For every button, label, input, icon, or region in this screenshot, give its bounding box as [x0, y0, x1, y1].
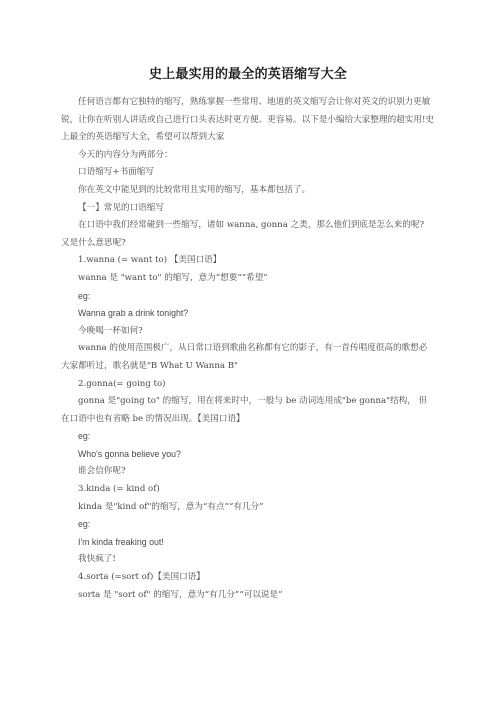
content-overview: 今天的内容分为两部分： [78, 149, 173, 160]
item-note-wanna: wanna 的使用范围极广，从日常口语到歌曲名称都有它的影子，有一首传唱度很高的歌想必大家都听过，歌名就是"B What U Wanna B" [61, 343, 428, 371]
document-title: 史上最实用的最全的英语缩写大全 [148, 67, 347, 82]
example-label: eg: [78, 431, 91, 442]
example-sentence-gonna: Who's gonna believe you? [78, 448, 181, 459]
example-sentence-kinda: I'm kinda freaking out! [78, 536, 164, 547]
item-heading-wanna: 1.wanna (= want to) 【美国口语】 [78, 255, 222, 266]
example-label: eg: [78, 290, 91, 301]
example-sentence-wanna: Wanna grab a drink tonight? [78, 308, 189, 319]
item-definition-wanna: wanna 是 "want to" 的缩写，意为“想要”“希望” [78, 272, 268, 283]
item-definition-gonna: gonna 是"going to" 的缩写，用在将来时中，一般与 be 动词连用成"be gonna"结构， 但在口语中也有省略 be 的情况出现。【美国口语】 [61, 396, 428, 424]
content-parts: 口语缩写+书面缩写 [78, 167, 154, 178]
item-heading-sorta: 4.sorta (=sort of)【美国口语】 [78, 572, 205, 583]
section-heading: 【一】常见的口语缩写 [78, 202, 164, 213]
example-translation-gonna: 谁会信你呢? [78, 466, 126, 477]
item-definition-kinda: kinda 是"kind of"的缩写，意为“有点”“有几分” [78, 501, 264, 512]
document-body [61, 94, 435, 604]
content-scope: 你在英文中能见到的比较常用且实用的缩写，基本都包括了。 [78, 184, 311, 195]
item-heading-kinda: 3.kinda (= kind of) [78, 484, 160, 495]
example-translation-kinda: 我快疯了! [78, 554, 116, 565]
intro-paragraph: 任何语言都有它独特的缩写，熟练掌握一些常用、地道的英文缩写会让你对英文的识别力更敏锐，让你在听别人讲话或自己进行口头表达时更方便、更容易。以下是小编给大家整理的超实用!史上最全的英语缩写大全，希望可以帮到大家 [61, 97, 434, 143]
item-definition-sorta: sorta 是 "sort of" 的缩写，意为“有几分”“可以说是” [78, 589, 283, 600]
item-heading-gonna: 2.gonna(= going to) [78, 378, 166, 389]
example-label: eg: [78, 519, 91, 530]
section-intro: 在口语中我们经常碰到一些缩写，诸如 wanna, gonna 之类，那么他们到底是怎么来的呢? 又是什么意思呢? [61, 220, 427, 248]
example-translation-wanna: 今晚喝一杯如何? [78, 325, 143, 336]
